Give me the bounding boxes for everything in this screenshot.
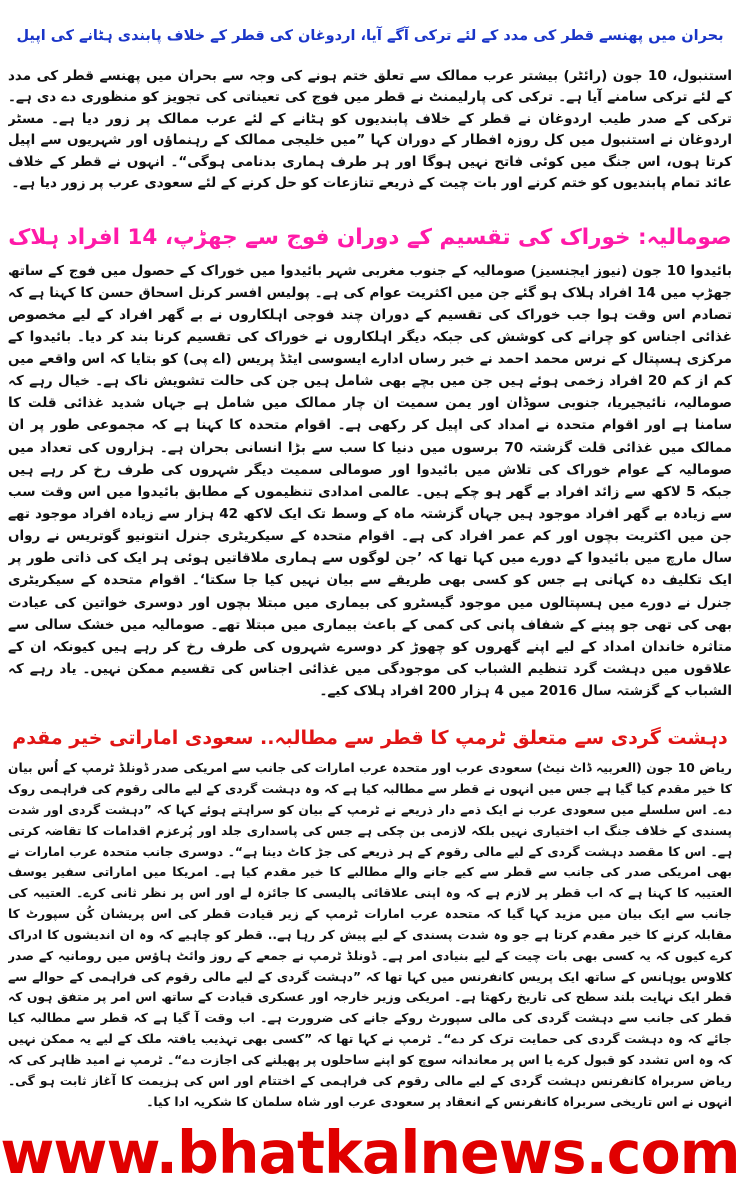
- headline-turkey-qatar: بحران میں پھنسے قطر کی مدد کے لئے ترکی آگے آیا، اردوغان کی قطر کے خلاف پابندی ہٹانے کی اپیل: [16, 27, 724, 44]
- headline-somalia: صومالیہ: خوراک کی تقسیم کے دوران فوج سے جھڑپ، 14 افراد ہلاک: [8, 224, 732, 250]
- article-body-turkey-qatar: استنبول، 10 جون (رائٹر) بیشتر عرب ممالک سے تعلق ختم ہونے کی وجہ سے بحران میں پھنسے قطر کی مدد کے لئے ترکی سامنے آیا ہے۔ ترکی کی پارلیمنٹ نے قطر میں فوج کی تعیناتی کی تجویز کو منظوری دے دی ہے۔ ترکی کے صدر طیب اردوغان نے قطر کے خلاف پابندیوں کو ہٹانے کے لئے عرب ممالک پر زور دیا ہے۔ مسٹر اردوغان نے استنبول میں کل روزہ افطار کے دوران کہا ”میں خلیجی ممالک کے رہنماؤں اور شہریوں سے اپیل کرتا ہوں، اس جنگ میں کوئی فاتح نہیں ہوگا اور ہر طرف ہماری بدنامی ہوگی“۔ انہوں نے قطر کے خلاف عائد تمام پابندیوں کو ختم کرنے اور بات چیت کے ذریعے تنازعات کو حل کرنے کے لئے سعودی عرب پر زور دیا ہے۔: [8, 67, 732, 192]
- site-url-footer: www.bhatkalnews.com: [0, 1119, 740, 1187]
- article-body-somalia: بائیدوا 10 جون (نیوز ایجنسیز) صومالیہ کے جنوب مغربی شہر بائیدوا میں خوراک کے حصول میں فوج کے ساتھ جھڑپ میں 14 افراد ہلاک ہو گئے جن میں اکثریت عوام کی ہے۔ پولیس افسر کرنل اسحاق حسن کا کہنا ہے کہ تصادم اس وقت ہوا جب خوراک کی تقسیم کے دوران چند فوجی اہلکاروں نے بے گھر افراد کے لیے مخصوص غذائی اجناس کو چرانے کی کوشش کی جبکہ دیگر اہلکاروں نے خوراک کی تقسیم کرنا بند کر دیا۔ بائیدوا کے مرکزی ہسپتال کے نرس محمد احمد نے خبر رساں ادارے ایسوسی ایٹڈ پریس (اے پی) کو بتایا کہ اس واقعے میں کم از کم 20 افراد زخمی ہوئے ہیں جن میں بچے بھی شامل ہیں جن کی حالت تشویش ناک ہے۔ خیال رہے کہ صومالیہ، نائیجیریا، جنوبی سوڈان اور یمن سمیت ان چار ممالک میں شامل ہے جہاں شدید غذائی قلت کا سامنا ہے اور اقوام متحدہ نے امداد کی اپیل کر رکھی ہے۔ اقوام متحدہ کا کہنا ہے کہ مجموعی طور پر ان ممالک میں غذائی قلت گزشتہ 70 برسوں میں دنیا کا سب سے بڑا انسانی بحران ہے۔ ہزاروں کی تعداد میں صومالیہ کے عوام خوراک کی تلاش میں بائیدوا اور صومالی سمیت دیگر شہروں کی طرف رخ کر رہے ہیں جبکہ 5 لاکھ سے زائد افراد بے گھر ہو چکے ہیں۔ عالمی امدادی تنظیموں کے مطابق بائیدوا میں اس وقت سب سے زیادہ بے گھر افراد موجود ہیں جہاں گزشتہ ماہ کے وسط تک ایک لاکھ 42 ہزار سے زیادہ افراد موجود تھے جن میں اکثریت بچوں اور کم عمر افراد کی ہے۔ اقوام متحدہ کے سیکریٹری جنرل انتونیو گوتریس نے رواں سال مارچ میں بائیدوا کے دورے میں کہا تھا کہ ’جن لوگوں سے ہماری ملاقاتیں ہوئی ہر ایک کی ذاتی طور پر ایک تکلیف دہ کہانی ہے جس کو کسی بھی طریقے سے بیان نہیں کیا جا سکتا‘۔ اقوام متحدہ کے سیکریٹری جنرل نے دورے میں ہسپتالوں میں موجود گیسٹرو کی بیماری میں مبتلا بچوں اور دوسری خواتین کی عیادت بھی کی تھی جو پینے کے شفاف پانی کی کمی کے باعث بیماری میں مبتلا تھے۔ صومالیہ میں خشک سالی سے متاثرہ خاندان امداد کے لیے اپنے گھروں کو چھوڑ کر دوسرے شہروں کی طرف رخ کر رہے ہیں کیونکہ ان کے علاقوں میں دہشت گرد تنظیم الشباب کی موجودگی میں غذائی اجناس کی تقسیم ممکن نہیں۔ یاد رہے کہ الشباب کے گزشتہ سال 2016 میں 4 ہزار 200 افراد ہلاک کیے۔: [8, 262, 732, 700]
- article-body-trump-qatar: ریاض 10 جون (العربیہ ڈاٹ نیٹ) سعودی عرب اور متحدہ عرب امارات کی جانب سے امریکی صدر ڈونلڈ ٹرمپ کے اُس بیان کا خیر مقدم کیا گیا ہے جس میں انہوں نے قطر سے مطالبہ کیا ہے کہ وہ دہشت گردی کے لیے مالی رقوم کی فراہمی روک دے۔ اس سلسلے میں سعودی عرب نے ایک ذمے دار ذریعے نے ٹرمپ کے بیان کو سراہتے ہوئے کہا کہ ”دہشت گردی اور شدت پسندی کے خلاف جنگ اب اختیاری نہیں بلکہ لازمی بن چکی ہے جس کی پاسداری جلد اور پُرعزم اقدامات کا تقاضہ کرتی ہے۔ اس کا مقصد دہشت گردی کے لیے مالی رقوم کے ہر ذریعے کی جڑ کاٹ دینا ہے“۔ دوسری جانب متحدہ عرب امارات نے بھی امریکی صدر کی جانب سے قطر سے کیے جانے والے مطالبے کا خیر مقدم کیا ہے۔ امریکا میں اماراتی سفیر یوسف العتیبہ کا کہنا ہے کہ اب قطر پر لازم ہے کہ وہ اپنی علاقائی پالیسی کا جائزہ لے اور اس پر نظر ثانی کرے۔ العتیبہ کی جانب سے ایک بیان میں مزید کہا گیا کہ متحدہ عرب امارات ٹرمپ کے زیر قیادت قطر کی اس پریشان کُن سپورٹ کا مقابلہ کرنے کا خیر مقدم کرتا ہے جو وہ شدت پسندی کے لیے پیش کر رہا ہے.. قطر کو چاہیے کہ وہ ان اندیشوں کا ادراک کرے کیوں کہ یہ کسی بھی بات چیت کے لیے بنیادی امر ہے۔ ڈونلڈ ٹرمپ نے جمعے کے روز وائٹ ہاؤس میں رومانیہ کے صدر کلاوس یوہانس کے ساتھ ایک پریس کانفرنس میں کہا تھا کہ ”دہشت گردی کے لیے مالی رقوم کی فراہمی کے حوالے سے قطر ایک نہایت بلند سطح کی تاریخ رکھتا ہے۔ امریکی وزیر خارجہ اور عسکری قیادت کے ساتھ اس امر پر متفق ہوں کہ قطر کی جانب سے دہشت گردی کی مالی سپورٹ روکے جانے کی ضرورت ہے۔ اب وقت آ گیا ہے کہ قطر سے مطالبہ کیا جائے کہ وہ دہشت گردی کی حمایت ترک کر دے“۔ ٹرمپ نے کہا تھا کہ ”کسی بھی تہذیب یافتہ ملک کے لیے یہ ممکن نہیں کہ وہ اس تشدد کو قبول کرے یا اس پر معاندانہ سوچ کو اپنے ساحلوں پر پھیلنے کی اجازت دے“۔ ٹرمپ نے امید ظاہر کی کہ ریاض سربراہ کانفرنس دہشت گردی کے لیے مالی رقوم کی فراہمی کے اختتام اور اس کی ہزیمت کا آغاز ثابت ہو گی۔ انہوں نے اس تاریخی سربراہ کانفرنس کے انعقاد پر سعودی عرب اور شاہ سلمان کا شکریہ ادا کیا۔: [8, 761, 732, 1109]
- headline-trump-qatar: دہشت گردی سے متعلق ٹرمپ کا قطر سے مطالبہ.. سعودی اماراتی خیر مقدم: [12, 726, 728, 749]
